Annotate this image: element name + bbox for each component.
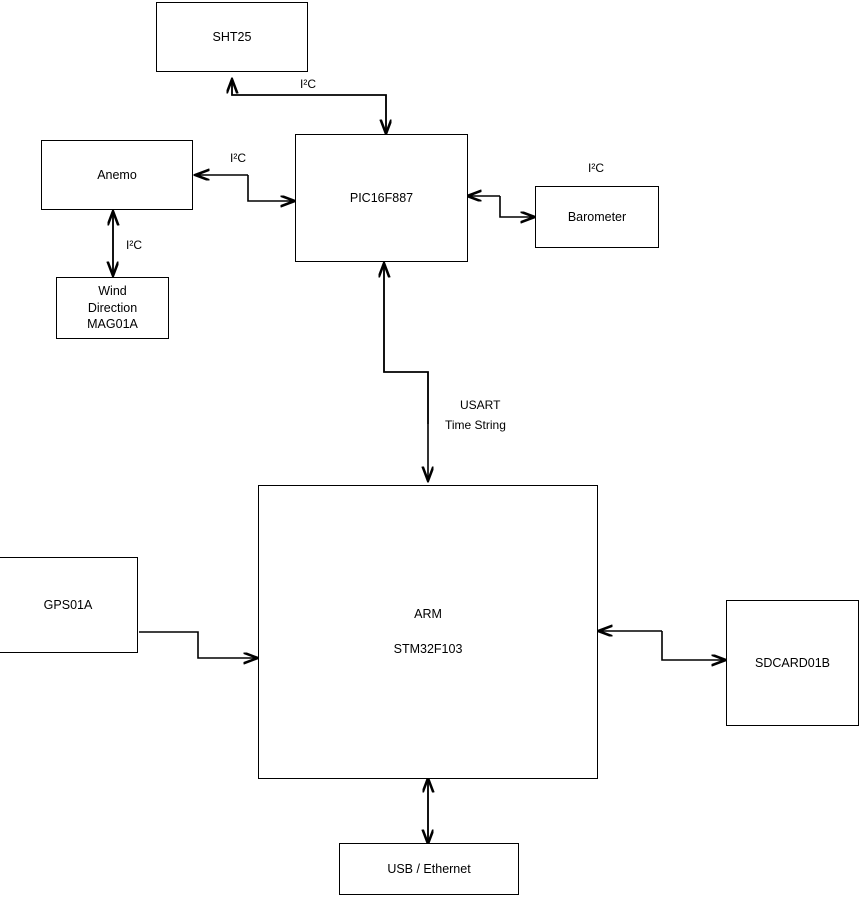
node-wind-direction-label-line1: Wind <box>98 283 127 298</box>
node-pic16f887[interactable] <box>295 134 468 262</box>
node-barometer-label: Barometer <box>567 209 627 224</box>
node-pic16f887-label: PIC16F887 <box>349 190 414 205</box>
connector-gps-to-arm <box>139 632 257 658</box>
node-gps01a-label: GPS01A <box>43 597 93 612</box>
edge-label-anemo-wind: I²C <box>126 238 142 252</box>
node-gps01a[interactable] <box>0 557 138 653</box>
node-sdcard01b[interactable] <box>726 600 859 726</box>
node-sht25[interactable] <box>156 2 308 72</box>
edge-label-anemo-pic: I²C <box>230 151 246 165</box>
connector-arm-to-pic <box>384 264 428 424</box>
edge-label-pic-barometer: I²C <box>588 161 604 175</box>
node-arm-stm32f103[interactable] <box>258 485 598 779</box>
node-usb-ethernet-label: USB / Ethernet <box>387 861 471 876</box>
node-sdcard01b-label: SDCARD01B <box>754 655 831 670</box>
edge-label-usart-line2: Time String <box>445 418 506 432</box>
edge-label-usart-line1: USART <box>460 398 501 412</box>
node-wind-direction-label-line2: Direction <box>87 300 138 315</box>
connector-anemo-to-pic <box>248 175 294 201</box>
node-wind-direction[interactable] <box>56 277 169 339</box>
edge-label-pic-sht25: I²C <box>300 77 316 91</box>
node-anemo[interactable] <box>41 140 193 210</box>
connector-arm-to-sdcard <box>662 631 725 660</box>
node-anemo-label: Anemo <box>97 167 137 182</box>
node-usb-ethernet[interactable] <box>339 843 519 895</box>
node-arm-label-line1: ARM <box>414 607 442 622</box>
node-wind-direction-label-line3: MAG01A <box>87 317 138 332</box>
connector-pic-to-barometer <box>500 196 534 217</box>
node-barometer[interactable] <box>535 186 659 248</box>
node-arm-label-line2: STM32F103 <box>393 642 463 656</box>
connector-pic-to-arm <box>384 264 428 480</box>
node-sht25-label: SHT25 <box>212 29 252 44</box>
